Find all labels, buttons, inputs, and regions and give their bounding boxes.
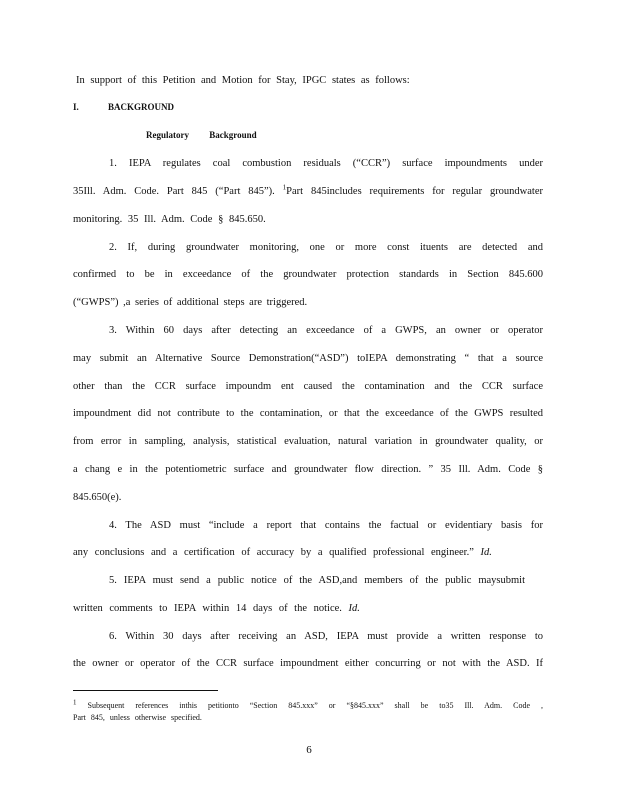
footnote-line-2: Part 845, unless otherwise specified. [73, 713, 202, 722]
p4-line-2 [73, 546, 543, 560]
p5-line-2 [73, 602, 543, 616]
footnote-marker: 1 [73, 698, 77, 707]
section-title: BACKGROUND [108, 102, 175, 112]
p2-line-3: (“GWPS”) ,a series of additional steps are triggered. [73, 297, 308, 308]
p3-line-1: 3. Within 60 days after detecting an exceedance of a GWPS, an owner or operator [109, 325, 543, 336]
page-number: 6 [306, 744, 312, 756]
p4-line-1: 4. The ASD must “include a report that contains the factual or evidentiary basis for [109, 520, 543, 531]
p3-line-4: impoundment did not contribute to the contamination, or that the exceedance of the GWPS resulted [73, 408, 543, 419]
p5-line-1: 5. IEPA must send a public notice of the ASD,and members of the public maysubmit [109, 575, 525, 586]
p5-citation: Id. [348, 603, 360, 614]
footnote-text-1: Subsequent references inthis petitionto “Section 845.xxx” or “§845.xxx” shall be to35 Ill. Adm. Code , [87, 701, 543, 710]
section-number: I. [73, 102, 79, 112]
intro-line: In support of this Petition and Motion for Stay, IPGC states as follows: [76, 75, 410, 86]
footnote-divider [73, 690, 218, 691]
p2-line-2: confirmed to be in exceedance of the groundwater protection standards in Section 845.600 [73, 269, 543, 280]
p3-line-3: other than the CCR surface impoundm ent caused the contamination and the CCR surface [73, 381, 543, 392]
p6-line-1: 6. Within 30 days after receiving an ASD, IEPA must provide a written response to [109, 631, 543, 642]
subheading: Regulatory Background [146, 130, 257, 140]
p4-citation: Id. [480, 547, 492, 558]
p4-line-2a: any conclusions and a certification of accuracy by a qualified professional engineer.” [73, 547, 474, 558]
p1-line-2b: Part 845includes requirements for regular groundwater [286, 186, 544, 197]
footnote-ref: 1 [282, 183, 287, 192]
p1-line-3: monitoring. 35 Ill. Adm. Code § 845.650. [73, 214, 266, 225]
p3-line-2: may submit an Alternative Source Demonstration(“ASD”) toIEPA demonstrating “ that a source [73, 353, 543, 364]
p3-line-6: a chang e in the potentiometric surface and groundwater flow direction. ” 35 Ill. Adm. Code § [73, 464, 543, 475]
p5-line-2a: written comments to IEPA within 14 days of the notice. [73, 603, 342, 614]
p1-line-2 [73, 185, 543, 199]
p6-line-2: the owner or operator of the CCR surface impoundment either concurring or not with the ASD. If [73, 658, 543, 669]
p1-line-1: 1. IEPA regulates coal combustion residuals (“CCR”) surface impoundments under [109, 158, 543, 169]
footnote-line-1 [73, 700, 543, 711]
p2-line-1: 2. If, during groundwater monitoring, one or more const ituents are detected and [109, 242, 543, 253]
p3-line-7: 845.650(e). [73, 492, 122, 503]
p1-line-2a: 35Ill. Adm. Code. Part 845 (“Part 845”). [73, 186, 275, 197]
p3-line-5: from error in sampling, analysis, statistical evaluation, natural variation in groundwater quality, or [73, 436, 543, 447]
